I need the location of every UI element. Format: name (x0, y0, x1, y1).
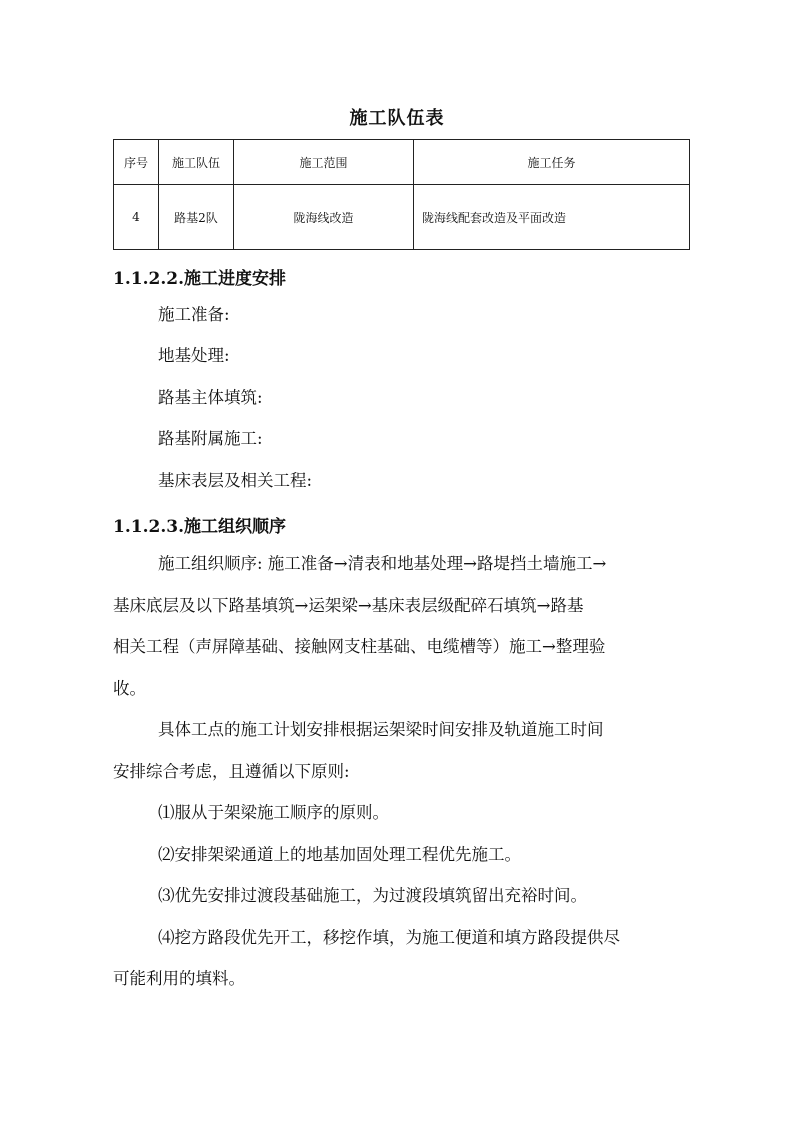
page-title: 施工队伍表 (349, 108, 445, 129)
team-table (113, 139, 690, 250)
header-cell-index: 序号 (114, 140, 159, 185)
paragraph-line: 相关工程（声屏障基础、接触网支柱基础、电缆槽等）施工→整理验 (113, 637, 606, 656)
paragraph-line: 收。 (113, 679, 146, 698)
table-header-row (114, 140, 690, 185)
paragraph-line: 可能利用的填料。 (113, 969, 245, 988)
paragraph-line: 基床底层及以下路基填筑→运架梁→基床表层级配碎石填筑→路基 (113, 596, 584, 615)
cell-team: 路基2队 (159, 185, 234, 250)
cell-scope: 陇海线改造 (234, 185, 414, 250)
principle-item: ⑵安排架梁通道上的地基加固处理工程优先施工。 (158, 845, 521, 864)
list-item: 基床表层及相关工程: (158, 471, 313, 490)
list-item: 路基主体填筑: (158, 388, 263, 407)
header-cell-scope: 施工范围 (234, 140, 414, 185)
cell-index: 4 (114, 185, 159, 250)
paragraph-line: 具体工点的施工计划安排根据运架梁时间安排及轨道施工时间 (158, 720, 604, 739)
cell-task: 陇海线配套改造及平面改造 (414, 185, 690, 250)
list-item: 路基附属施工: (158, 429, 263, 448)
paragraph-line: 施工组织顺序: 施工准备→清表和地基处理→路堤挡土墙施工→ (158, 554, 607, 573)
principle-item: ⑶优先安排过渡段基础施工，为过渡段填筑留出充裕时间。 (158, 886, 587, 905)
principle-item: ⑴服从于架梁施工顺序的原则。 (158, 803, 389, 822)
header-cell-task: 施工任务 (414, 140, 690, 185)
principle-item: ⑷挖方路段优先开工，移挖作填，为施工便道和填方路段提供尽 (158, 928, 620, 947)
paragraph-line: 安排综合考虑，且遵循以下原则: (113, 762, 350, 781)
section-heading-sequence: 1.1.2.3.施工组织顺序 (113, 517, 286, 537)
section-heading-progress: 1.1.2.2.施工进度安排 (113, 269, 286, 289)
table-row (114, 185, 690, 250)
list-item: 地基处理: (158, 346, 230, 365)
header-cell-team: 施工队伍 (159, 140, 234, 185)
list-item: 施工准备: (158, 305, 230, 324)
